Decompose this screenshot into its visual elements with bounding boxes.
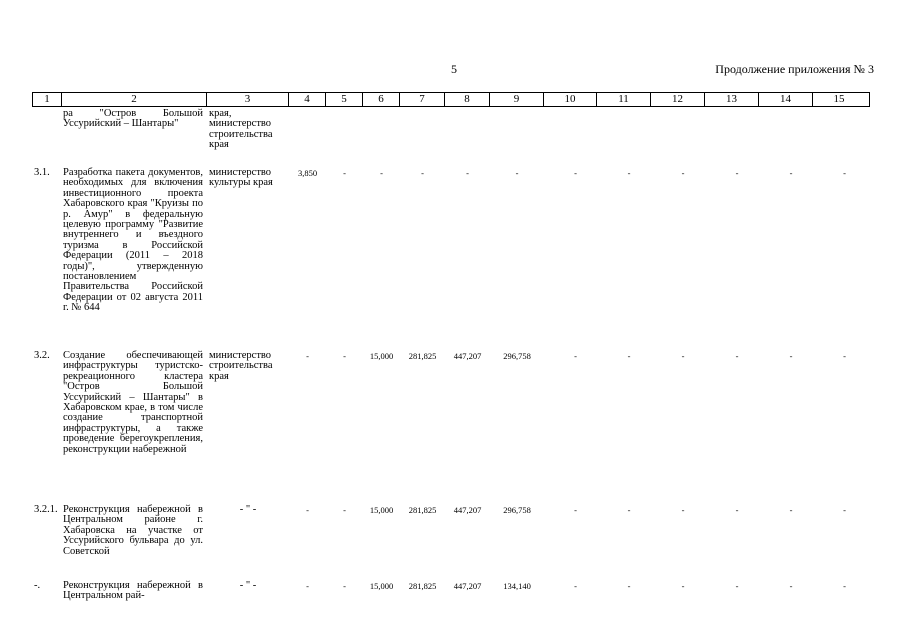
- row-4-executor: - " -: [239, 580, 257, 591]
- row-3-col-10: -: [574, 505, 577, 515]
- row-3-executor: - " -: [239, 504, 257, 515]
- row-4-col-4: -: [306, 581, 309, 591]
- row-4-number: -.: [34, 580, 41, 591]
- row-2-col-4: -: [306, 351, 309, 361]
- row-4-col-15: -: [843, 581, 846, 591]
- header-col-1: 1: [44, 93, 50, 105]
- row-1-col-12: -: [681, 168, 685, 178]
- header-col-11: 11: [596, 93, 650, 106]
- row-1-col-5: -: [343, 168, 346, 178]
- row-3-col-15: -: [843, 505, 846, 515]
- row-4-col-5: -: [343, 581, 346, 591]
- header-col-7: 7: [399, 93, 444, 106]
- row-2-col-12: -: [681, 351, 685, 361]
- page-number: 5: [451, 62, 457, 76]
- row-2-col-7: 281,825: [408, 351, 437, 361]
- row-2-col-5: -: [343, 351, 346, 361]
- row-3-col-7: 281,825: [408, 505, 437, 515]
- header-col-10: 10: [543, 93, 596, 106]
- row-3-col-13: -: [735, 505, 739, 515]
- row-3-col-4: -: [306, 505, 309, 515]
- row-1-col-14: -: [789, 168, 793, 178]
- header-col-14: 14: [758, 93, 812, 106]
- row-1-col-6: -: [380, 168, 383, 178]
- row-3-col-12: -: [681, 505, 685, 515]
- row-4-col-8: 447,207: [453, 581, 482, 591]
- row-4-name: Реконструкция набережной в Центральном рай-: [63, 580, 203, 602]
- row-2-name: Создание обеспечивающей инфраструктуры туристско-рекреационного кластера "Остров Большой Уссурийский – Шантары" в Хабаровском крае, в том числе создание транспортной инфраструктуры, а также проведение берегоукрепления, реконструкции набережной: [63, 350, 203, 455]
- header-col-6: 6: [362, 93, 399, 106]
- row-2-col-8: 447,207: [453, 351, 482, 361]
- header-col-2: 2: [61, 93, 206, 106]
- row-1-col-4: 3,850: [297, 168, 318, 178]
- header-col-13: 13: [704, 93, 758, 106]
- row-4-col-9: 134,140: [503, 581, 531, 591]
- row-1-col-10: -: [574, 168, 577, 178]
- table-header: [32, 92, 870, 107]
- header-col-12: 12: [650, 93, 704, 106]
- row-0-executor: края, министерство строительства края: [209, 108, 273, 151]
- row-1-col-15: -: [843, 168, 846, 178]
- row-2-executor: министерство строительства края: [209, 350, 273, 382]
- header-col-9: 9: [489, 93, 543, 106]
- header-col-5: 5: [325, 93, 362, 106]
- row-3-col-5: -: [343, 505, 346, 515]
- row-2-col-6: 15,000: [369, 351, 394, 361]
- row-4-col-12: -: [681, 581, 685, 591]
- row-2-col-15: -: [843, 351, 846, 361]
- row-3-number: 3.2.1.: [34, 504, 58, 515]
- row-3-col-11: -: [627, 505, 631, 515]
- row-2-number: 3.2.: [34, 350, 50, 361]
- row-4-col-14: -: [789, 581, 793, 591]
- row-1-col-8: -: [466, 168, 469, 178]
- row-3-col-14: -: [789, 505, 793, 515]
- row-1-name: Разработка пакета документов, необходимых для включения инвестиционного проекта Хабаровского края "Круизы по р. Амур" в федеральную целевую программу "Развитие внутреннего и въездного туризма в Российской Федерации (2011 – 2018 годы)", утвержденную постановлением Правительства Российской Федерации от 02 августа 2011 г. № 644: [63, 167, 203, 314]
- row-4-col-10: -: [574, 581, 577, 591]
- header-col-3: 3: [206, 93, 288, 106]
- row-2-col-13: -: [735, 351, 739, 361]
- row-1-col-11: -: [627, 168, 631, 178]
- row-4-col-13: -: [735, 581, 739, 591]
- row-1-number: 3.1.: [34, 167, 50, 178]
- row-2-col-14: -: [789, 351, 793, 361]
- continuation-label: Продолжение приложения № 3: [715, 62, 874, 76]
- row-3-col-8: 447,207: [453, 505, 482, 515]
- row-0-name: ра "Остров Большой Уссурийский – Шантары": [63, 108, 203, 130]
- row-2-col-10: -: [574, 351, 577, 361]
- row-4-col-7: 281,825: [408, 581, 437, 591]
- row-1-col-7: -: [421, 168, 424, 178]
- row-2-col-11: -: [627, 351, 631, 361]
- row-1-executor: министерство культуры края: [209, 167, 273, 189]
- row-4-col-6: 15,000: [369, 581, 394, 591]
- header-col-4: 4: [288, 93, 325, 106]
- header-col-15: 15: [812, 93, 865, 106]
- row-3-col-6: 15,000: [369, 505, 394, 515]
- row-1-col-9: -: [515, 168, 519, 178]
- row-3-name: Реконструкция набережной в Центральном районе г. Хабаровска на участке от Уссурийского бульвара до ул. Советской: [63, 504, 203, 557]
- row-1-col-13: -: [735, 168, 739, 178]
- row-2-col-9: 296,758: [503, 351, 531, 361]
- header-col-8: 8: [444, 93, 489, 106]
- row-4-col-11: -: [627, 581, 631, 591]
- row-3-col-9: 296,758: [503, 505, 531, 515]
